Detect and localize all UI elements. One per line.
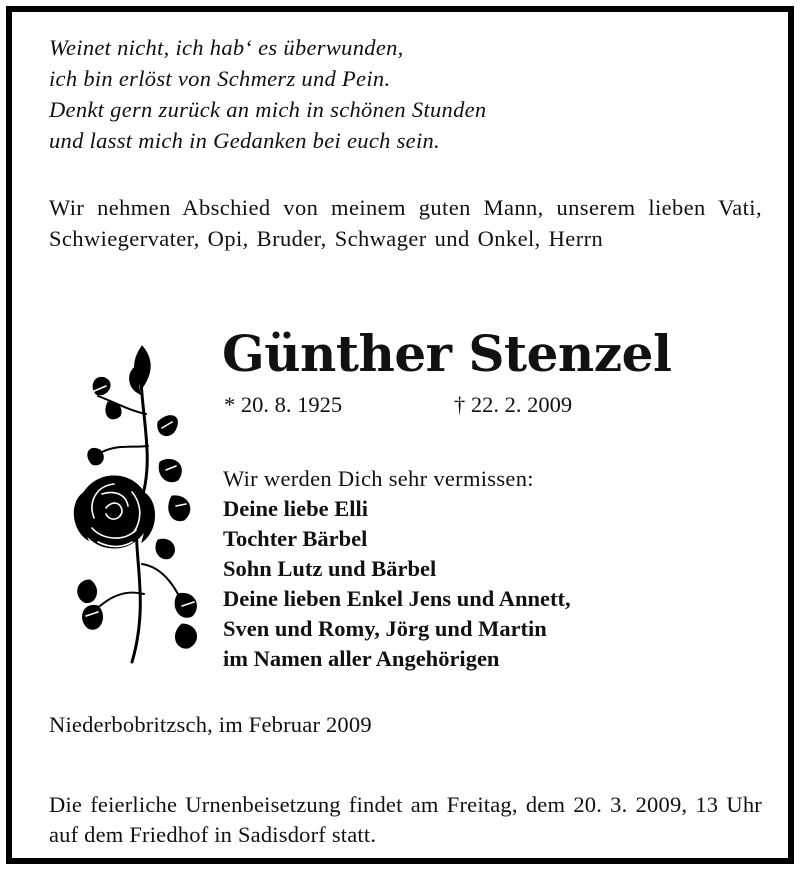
- poem-line: Weinet nicht, ich hab‘ es überwunden,: [49, 35, 404, 60]
- mourner-line: im Namen aller Angehörigen: [223, 646, 500, 671]
- rose-icon: [62, 344, 212, 664]
- poem-line: ich bin erlöst von Schmerz und Pein.: [49, 66, 391, 91]
- poem: [49, 32, 486, 156]
- mourner-line: Sohn Lutz und Bärbel: [223, 556, 437, 581]
- obituary-notice: [6, 6, 794, 864]
- funeral-notice: Die feierliche Urnenbeisetzung findet am Freitag, dem 20. 3. 2009, 13 Uhr auf dem Friedhof in Sadisdorf statt.: [49, 792, 762, 847]
- death-date: † 22. 2. 2009: [454, 392, 573, 417]
- place-and-date: Niederbobritzsch, im Februar 2009: [49, 712, 372, 737]
- mourner-line: Sven und Romy, Jörg und Martin: [223, 616, 547, 641]
- mourner-line: Deine liebe Elli: [223, 496, 368, 521]
- poem-line: Denkt gern zurück an mich in schönen Stunden: [49, 97, 487, 122]
- mourners-lead: Wir werden Dich sehr vermissen:: [223, 466, 534, 491]
- poem-line: und lasst mich in Gedanken bei euch sein.: [49, 128, 440, 153]
- mourner-line: Tochter Bärbel: [223, 526, 368, 551]
- deceased-name: Günther Stenzel: [222, 324, 672, 383]
- mourner-line: Deine lieben Enkel Jens und Annett,: [223, 586, 571, 611]
- birth-date: * 20. 8. 1925: [224, 392, 343, 417]
- mourners-list: [223, 464, 571, 674]
- farewell-intro: Wir nehmen Abschied von meinem guten Mann, unserem lieben Vati, Schwiegervater, Opi, Bruder, Schwager und Onkel, Herrn: [49, 195, 762, 251]
